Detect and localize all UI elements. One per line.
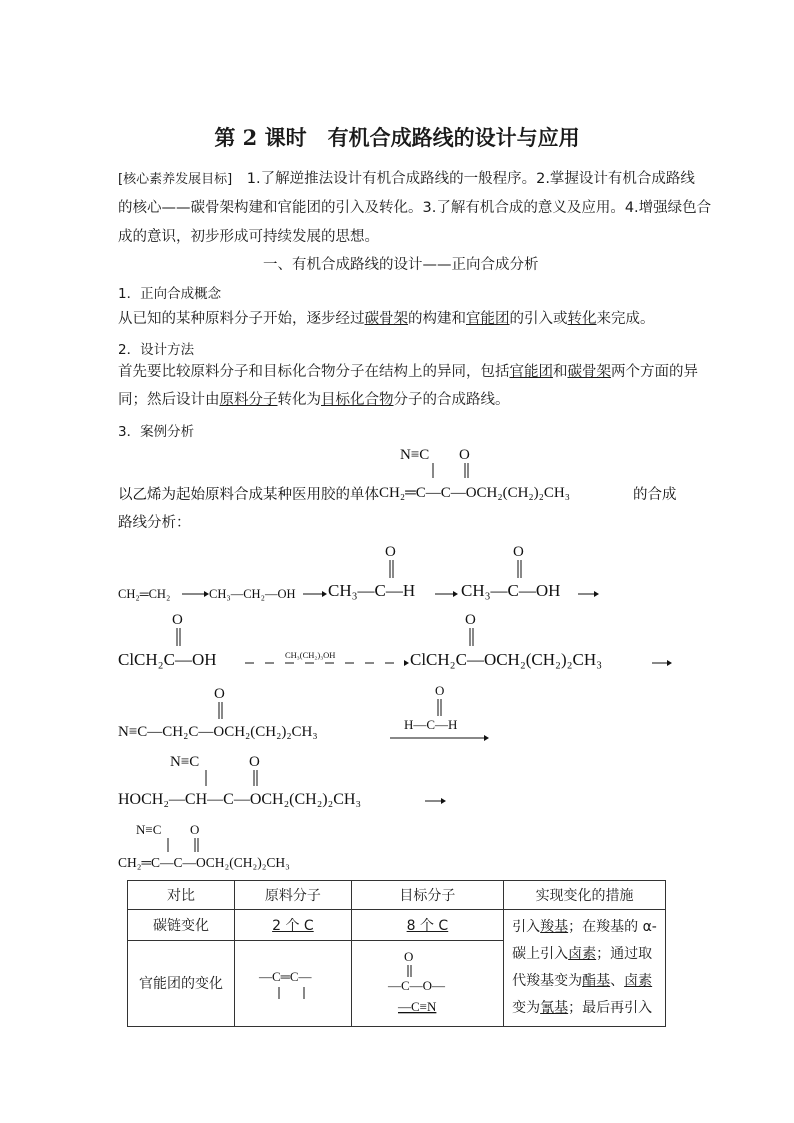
monomer-main-chain: CH₂═C—C—OCH₂(CH₂)₂CH₃ <box>379 485 570 501</box>
carbonyl-oxygen: O <box>214 686 225 702</box>
blank-raw-carbon: 2 个 C <box>272 917 314 934</box>
s2-text: 首先要比较原料分子和目标化合物分子在结构上的异同，包括 <box>118 364 510 380</box>
measure-text: ；通过取 <box>596 946 653 962</box>
target-carbon-count <box>351 910 503 941</box>
s2-text: 转化为 <box>277 392 321 408</box>
table-row <box>128 910 666 941</box>
route-row-4 <box>0 748 794 808</box>
raw-functional-group <box>235 940 352 1026</box>
s3-intro-text: 的合成 <box>633 487 677 503</box>
objectives-tag: [核心素养发展目标] <box>118 172 233 187</box>
s2-blank-carbon-skeleton: 碳骨架 <box>567 364 611 380</box>
blank-target-carbon: 8 个 C <box>406 917 449 934</box>
s1-blank-functional-group: 官能团 <box>466 311 510 327</box>
route-row-5 <box>0 816 794 874</box>
table-header: 对比 <box>128 881 235 910</box>
target-functional-group <box>351 940 503 1026</box>
alkene-formula: —C═C— <box>258 969 312 985</box>
objectives-line-1 <box>118 165 695 194</box>
chloroacetic-acid: ClCH₂C—OH <box>118 650 217 669</box>
s1-text: 的引入或 <box>509 311 568 327</box>
blank-ester: 酯基 <box>582 973 611 989</box>
formaldehyde: H—C—H <box>404 717 458 732</box>
comparison-table <box>127 880 666 1027</box>
cyanoacetate-ester: N≡C—CH₂C—OCH₂(CH₂)₂CH₃ <box>118 724 318 740</box>
blank-halogen: 卤素 <box>568 946 597 962</box>
acetic-acid: CH₃—C—OH <box>461 581 561 600</box>
s2-blank-target-compound: 目标化合物 <box>321 392 394 408</box>
route-row-1 <box>0 538 794 608</box>
chloroacetate-ester: ClCH₂C—OCH₂(CH₂)₂CH₃ <box>410 650 603 669</box>
s1-text: 的构建和 <box>408 311 466 327</box>
s3-heading: 3．案例分析 <box>118 424 195 440</box>
s1-blank-carbon-skeleton: 碳骨架 <box>364 311 408 327</box>
alkene-structure <box>253 959 333 1003</box>
s2-text: 同；然后设计由 <box>118 392 220 408</box>
table-header: 实现变化的措施 <box>504 881 666 910</box>
nitrile-group: N≡C <box>170 754 200 770</box>
carbonyl-oxygen: O <box>385 544 396 560</box>
s2-text: 和 <box>553 364 568 380</box>
final-monomer: CH₂═C—C—OCH₂(CH₂)₂CH₃ <box>118 855 290 870</box>
objectives-line-3: 成的意识，初步形成可持续发展的思想。 <box>118 229 379 245</box>
ester-nitrile-structure <box>382 945 472 1017</box>
carbonyl-oxygen: O <box>435 683 445 698</box>
s2-heading: 2．设计方法 <box>118 342 195 358</box>
carbonyl-oxygen: O <box>513 544 524 560</box>
s2-text: 分子的合成路线。 <box>393 392 510 408</box>
s1-heading: 1．正向合成概念 <box>118 286 222 302</box>
ethanol: CH₃—CH₂—OH <box>209 587 296 601</box>
blank-carboxyl: 羧基 <box>540 919 569 935</box>
carbonyl-oxygen: O <box>404 949 414 965</box>
measure-text: ；在羧基的 α- <box>568 919 657 935</box>
table-header: 原料分子 <box>235 881 352 910</box>
s2-blank-raw-molecule: 原料分子 <box>219 392 278 408</box>
nitrile-group: N≡C <box>400 447 430 463</box>
s3-intro-text: 以乙烯为起始原料合成某种医用胶的单体 <box>118 487 379 503</box>
ester-group: —C—O— <box>388 978 446 994</box>
section-heading: 一、有机合成路线的设计——正向合成分析 <box>263 257 539 273</box>
s1-blank-transform: 转化 <box>567 311 597 327</box>
measure-text: 代羧基变为 <box>512 973 583 989</box>
carbonyl-oxygen: O <box>172 612 183 628</box>
s2-text: 两个方面的异 <box>611 364 698 380</box>
table-header: 目标分子 <box>351 881 503 910</box>
hydroxymethyl-ester: HOCH₂—CH—C—OCH₂(CH₂)₂CH₃ <box>118 791 362 808</box>
objectives-line-2: 的核心——碳骨架构建和官能团的引入及转化。3.了解有机合成的意义及应用。4.增强绿色合 <box>118 200 712 216</box>
row-label: 碳链变化 <box>128 910 235 941</box>
page-title: 第 2 课时 有机合成路线的设计与应用 <box>214 125 580 150</box>
s3-intro-line-2: 路线分析： <box>118 515 191 531</box>
s2-body-1 <box>118 358 698 387</box>
carbonyl-oxygen: O <box>465 612 476 628</box>
s1-body <box>118 305 655 334</box>
s2-body-2 <box>118 386 510 415</box>
measure-text: 变为 <box>512 1000 541 1016</box>
route-row-2 <box>0 608 794 678</box>
carbonyl-oxygen: O <box>249 754 260 770</box>
measure-text: 碳上引入 <box>512 946 569 962</box>
objectives-text-1: 1.了解逆推法设计有机合成路线的一般程序。2.掌握设计有机合成路线 <box>246 171 695 187</box>
table-header-row <box>128 881 666 910</box>
measure-text: 引入 <box>512 919 541 935</box>
raw-carbon-count <box>235 910 352 941</box>
nitrile-group: —C≡N <box>398 999 437 1015</box>
s1-text: 从已知的某种原料分子开始，逐步经过 <box>118 311 365 327</box>
s2-blank-functional-group: 官能团 <box>509 364 553 380</box>
s1-text: 来完成。 <box>596 311 655 327</box>
carbonyl-oxygen: O <box>190 822 200 837</box>
carbonyl-oxygen: O <box>459 447 470 463</box>
route-row-3 <box>0 678 794 748</box>
blank-halogen-2: 卤素 <box>624 973 653 989</box>
measure-text: ；最后再引入 <box>568 1000 653 1016</box>
acetaldehyde: CH₃—C—H <box>328 581 416 600</box>
measures-cell <box>504 910 666 1027</box>
row-label: 官能团的变化 <box>128 940 235 1026</box>
nitrile-group: N≡C <box>136 822 162 837</box>
blank-cyano: 氰基 <box>540 1000 569 1016</box>
measure-text: 、 <box>610 973 625 989</box>
ethylene: CH₂═CH₂ <box>118 587 171 601</box>
reagent-butanol: CH₃(CH₂)₃OH <box>285 650 336 660</box>
